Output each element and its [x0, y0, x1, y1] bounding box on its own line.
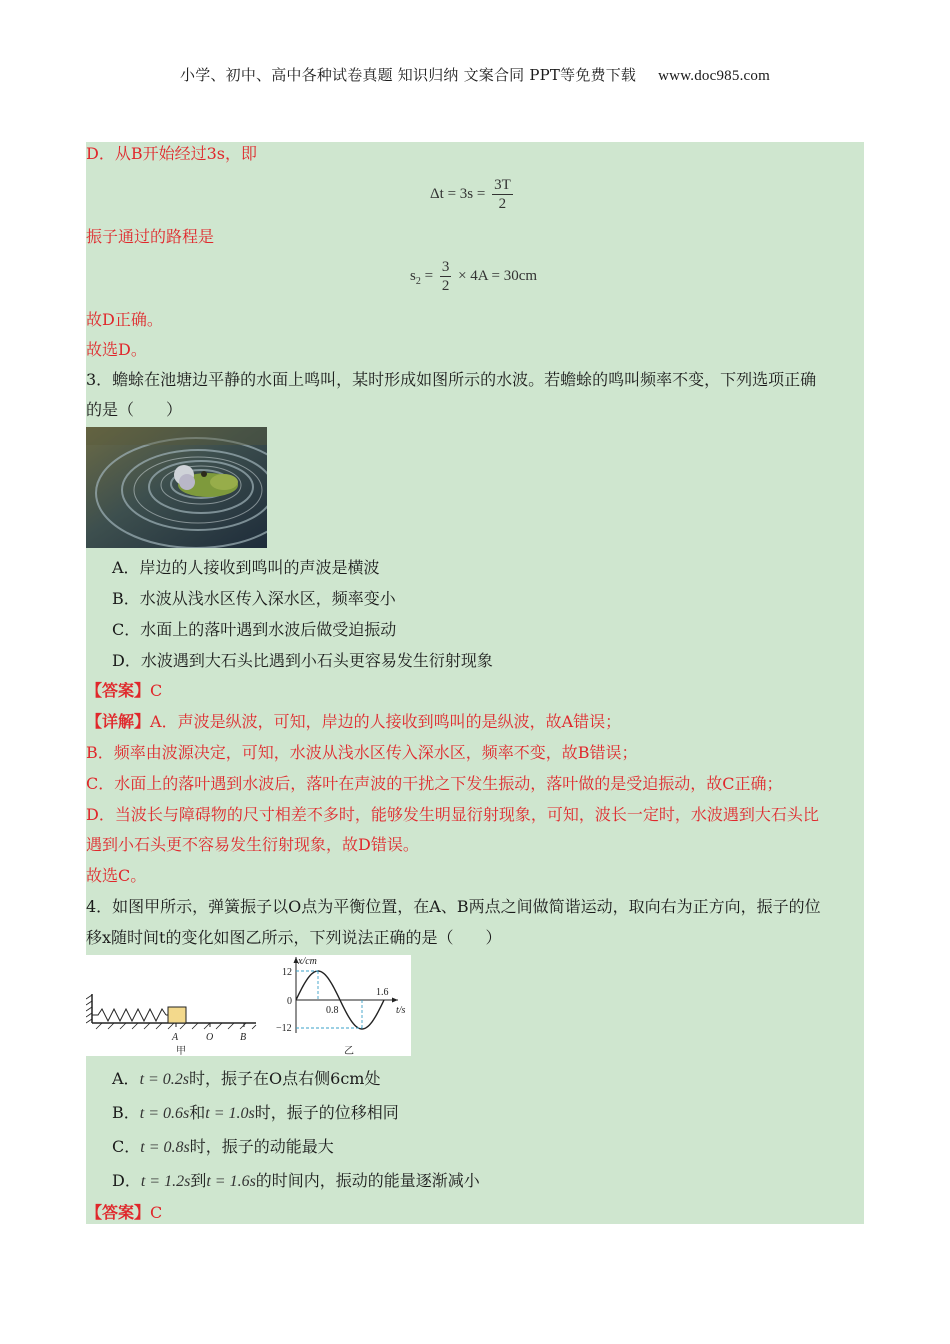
graph-xlabel: t/s — [396, 1005, 406, 1016]
label-a: A — [172, 1032, 179, 1043]
q4-b-math2: t = 1.0s — [205, 1105, 255, 1122]
page-header — [0, 64, 950, 85]
eq2-denominator: 2 — [441, 278, 450, 294]
q4-answer-tag: 【答案】 — [86, 1203, 151, 1222]
q4-stem-line-1: 4．如图甲所示，弹簧振子以O点为平衡位置，在A、B两点之间做简谐运动，取向右为正方向，振子的位 — [86, 897, 821, 916]
tick-y-0: 0 — [287, 996, 292, 1007]
spring-oscillator-figure — [86, 955, 411, 1056]
label-o: O — [206, 1032, 214, 1043]
q3-option-c: C．水面上的落叶遇到水波后做受迫振动 — [112, 620, 397, 639]
q2-equation-1 — [430, 176, 516, 213]
graph-ylabel: x/cm — [298, 956, 317, 967]
q4-b-text: 时，振子的位移相同 — [254, 1103, 399, 1122]
tick-x-16: 1.6 — [376, 987, 389, 998]
q4-b-mid: 和 — [189, 1103, 206, 1122]
q4-d-math: t = 1.2s — [140, 1173, 191, 1190]
q4-option-c — [112, 1136, 334, 1159]
tick-y-neg12: −12 — [276, 1023, 292, 1034]
eq2-numerator: 3 — [441, 259, 450, 275]
q2-path-line: 振子通过的路程是 — [86, 227, 215, 246]
header-site: www.doc985.com — [658, 68, 770, 84]
q4-option-b — [112, 1102, 399, 1125]
q2-d-correct: 故D正确。 — [86, 310, 163, 329]
q3-detail-a: A．声波是纵波，可知，岸边的人接收到鸣叫的是纵波，故A错误； — [150, 712, 622, 731]
q3-detail-line-4: D．当波长与障碍物的尺寸相差不多时，能够发生明显衍射现象，可知，波长一定时，水波遇到大石头比 — [86, 805, 819, 824]
q3-answer-value: C — [150, 681, 163, 700]
q4-d-letter: D． — [112, 1171, 141, 1190]
tick-x-08: 0.8 — [326, 1005, 339, 1016]
eq2-lhs: s — [410, 267, 416, 284]
eq1-denominator: 2 — [498, 196, 507, 212]
q3-option-b: B．水波从浅水区传入深水区，频率变小 — [112, 589, 396, 608]
q4-stem-line-2: 移x随时间t的变化如图乙所示，下列说法正确的是（ ） — [86, 928, 502, 947]
eq1-numerator: 3T — [494, 177, 511, 193]
q4-a-math: t = 0.2s — [139, 1071, 190, 1088]
q3-detail-tag: 【详解】 — [86, 712, 151, 731]
q3-stem-line-2: 的是（ ） — [86, 400, 183, 419]
label-b: B — [240, 1032, 247, 1043]
q3-option-a: A．岸边的人接收到鸣叫的声波是横波 — [112, 558, 380, 577]
q3-stem-line-1: 3．蟾蜍在池塘边平静的水面上鸣叫，某时形成如图所示的水波。若蟾蜍的鸣叫频率不变，下列选项正确 — [86, 370, 817, 389]
caption-left: 甲 — [176, 1046, 186, 1056]
q4-b-letter: B． — [112, 1103, 140, 1122]
q4-b-math: t = 0.6s — [139, 1105, 190, 1122]
q3-detail-line-3: C．水面上的落叶遇到水波后，落叶在声波的干扰之下发生振动，落叶做的是受迫振动，故C正确； — [86, 774, 783, 793]
q4-option-a — [112, 1068, 380, 1091]
q3-option-d: D．水波遇到大石头比遇到小石头更容易发生衍射现象 — [112, 651, 493, 670]
q4-a-text: 时，振子在O点右侧6cm处 — [189, 1069, 381, 1088]
q4-d-math2: t = 1.6s — [206, 1173, 256, 1190]
q4-a-letter: A． — [112, 1069, 140, 1088]
q4-c-letter: C． — [112, 1137, 141, 1156]
q4-answer-value: C — [150, 1203, 163, 1222]
eq1-lhs: Δt = 3s = — [430, 185, 490, 202]
q4-d-mid: 到 — [190, 1171, 207, 1190]
q4-c-math: t = 0.8s — [140, 1139, 190, 1156]
frog-pond-photo — [86, 427, 267, 548]
header-text: 小学、初中、高中各种试卷真题 知识归纳 文案合同 PPT等免费下载 — [180, 66, 637, 84]
q4-d-text: 的时间内，振动的能量逐渐减小 — [255, 1171, 480, 1190]
q3-detail-line-2: B．频率由波源决定，可知，水波从浅水区传入深水区，频率不变，故B错误； — [86, 743, 638, 762]
q4-c-text: 时，振子的动能最大 — [189, 1137, 334, 1156]
q3-answer-tag: 【答案】 — [86, 681, 151, 700]
q3-detail-line-5: 遇到小石头更不容易发生衍射现象，故D错误。 — [86, 835, 419, 854]
eq2-equals: = — [420, 267, 437, 284]
q4-option-d — [112, 1170, 480, 1193]
q2-option-d-line: D．从B开始经过3s，即 — [86, 144, 257, 163]
q3-detail-line-1 — [86, 711, 621, 733]
q2-choose: 故选D。 — [86, 340, 147, 359]
eq1-fraction — [492, 176, 513, 213]
q3-choose: 故选C。 — [86, 866, 147, 885]
q4-answer — [86, 1202, 162, 1224]
eq2-fraction — [440, 258, 452, 295]
eq2-sub: 2 — [415, 275, 421, 287]
tick-y-12: 12 — [282, 967, 292, 978]
q2-equation-2 — [410, 258, 537, 295]
q3-answer — [86, 680, 162, 702]
eq2-rhs: × 4A = 30cm — [454, 267, 538, 284]
caption-right: 乙 — [344, 1046, 354, 1056]
